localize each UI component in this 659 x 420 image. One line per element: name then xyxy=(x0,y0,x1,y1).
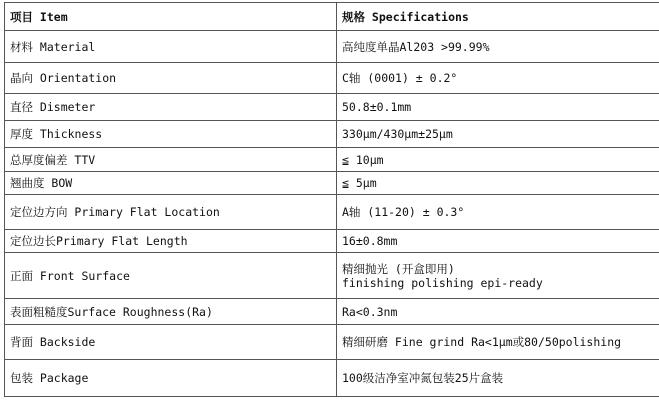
table-row xyxy=(5,195,659,230)
row-item-material: 材料 Material xyxy=(5,31,337,63)
header-item: 项目 Item xyxy=(5,3,337,31)
row-spec-surface-roughness: Ra<0.3nm xyxy=(337,299,659,325)
table-row xyxy=(5,230,659,253)
row-item-primary-flat-length: 定位边长Primary Flat Length xyxy=(5,230,337,253)
table-row xyxy=(5,172,659,195)
row-spec-package: 100级洁净室冲氮包装25片盒装 xyxy=(337,360,659,397)
row-item-backside: 背面 Backside xyxy=(5,325,337,360)
table-row xyxy=(5,63,659,94)
row-item-thickness: 厚度 Thickness xyxy=(5,121,337,148)
row-item-surface-roughness: 表面粗糙度Surface Roughness(Ra) xyxy=(5,299,337,325)
front-surface-spec-line-1: 精细抛光 (开盒即用) xyxy=(342,261,455,276)
row-spec-ttv: ≦ 10μm xyxy=(337,148,659,172)
row-item-diameter: 直径 Dismeter xyxy=(5,94,337,121)
table-row xyxy=(5,325,659,360)
row-spec-diameter: 50.8±0.1mm xyxy=(337,94,659,121)
table-row xyxy=(5,360,659,397)
row-item-ttv: 总厚度偏差 TTV xyxy=(5,148,337,172)
table-header-row xyxy=(5,3,659,31)
row-spec-primary-flat-location: A轴 (11-20) ± 0.3° xyxy=(337,195,659,230)
row-item-front-surface: 正面 Front Surface xyxy=(5,253,337,299)
row-spec-backside: 精细研磨 Fine grind Ra<1μm或80/50polishing xyxy=(337,325,659,360)
row-spec-thickness: 330μm/430μm±25μm xyxy=(337,121,659,148)
row-item-primary-flat-location: 定位边方向 Primary Flat Location xyxy=(5,195,337,230)
row-spec-material: 高纯度单晶Al203 >99.99% xyxy=(337,31,659,63)
row-spec-front-surface xyxy=(337,253,659,299)
specifications-table xyxy=(4,2,659,397)
row-spec-primary-flat-length: 16±0.8mm xyxy=(337,230,659,253)
row-item-bow: 翘曲度 BOW xyxy=(5,172,337,195)
table-row xyxy=(5,94,659,121)
table-row xyxy=(5,299,659,325)
table-row xyxy=(5,148,659,172)
row-spec-orientation: C轴 (0001) ± 0.2° xyxy=(337,63,659,94)
table-row xyxy=(5,31,659,63)
row-item-package: 包装 Package xyxy=(5,360,337,397)
table-row xyxy=(5,253,659,299)
header-specifications: 规格 Specifications xyxy=(337,3,659,31)
front-surface-spec-line-2: finishing polishing epi-ready xyxy=(342,275,543,290)
table-row xyxy=(5,121,659,148)
row-spec-bow: ≦ 5μm xyxy=(337,172,659,195)
row-item-orientation: 晶向 Orientation xyxy=(5,63,337,94)
